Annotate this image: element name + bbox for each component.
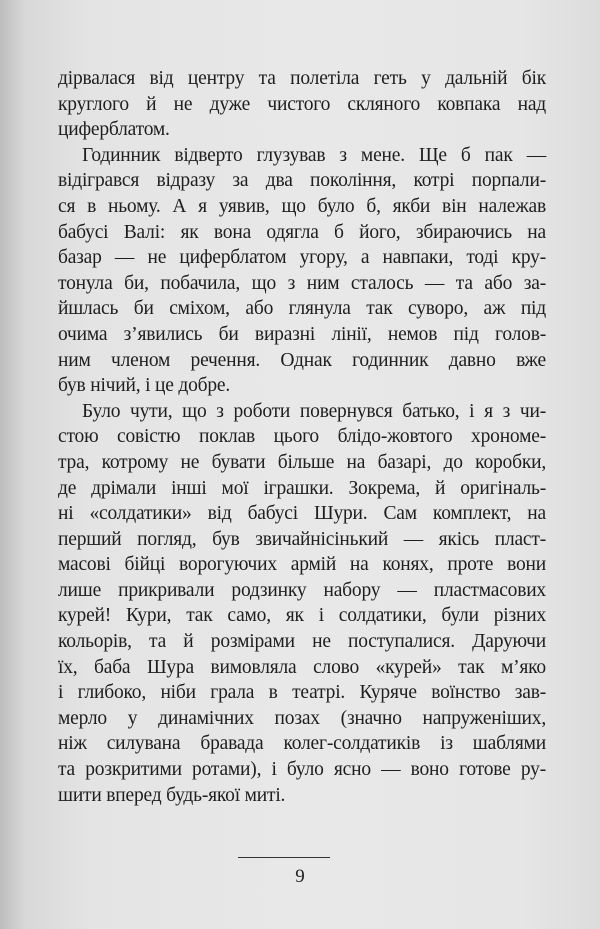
text-line: стою совістю поклав цього блідо-жовтого хрономе- <box>58 426 546 448</box>
text-line: циферблатом. <box>58 119 170 141</box>
text-line: дірвалася від центру та полетіла геть у дальній бік <box>58 68 546 89</box>
text-line: кольорів, та й розмірами не поступалися. Даруючи <box>58 631 546 653</box>
text-line: був нічий, і це добре. <box>58 375 231 397</box>
text-line: бабусі Валі: як вона одягла б його, збираючись на <box>58 221 546 243</box>
text-line: ні «солдатики» від бабусі Шури. Сам комплект, на <box>58 503 546 525</box>
text-line: йшлась би сміхом, або глянула так суворо, аж під <box>58 298 546 320</box>
text-line: де дрімали інші мої іграшки. Зокрема, й оригіналь- <box>58 477 546 499</box>
text-line: перший погляд, був звичайнісінький — якісь пласт- <box>58 528 546 550</box>
text-line: курей! Кури, так само, як і солдатики, були різних <box>58 605 546 627</box>
text-line: ся в ньому. А я уявив, що було б, якби він належав <box>58 195 546 217</box>
text-line: круглого й не дуже чистого скляного ковпака над <box>58 93 546 115</box>
text-line: ніж силувана бравада колег-солдатиків із шаблями <box>58 733 546 755</box>
text-line: їх, баба Шура вимовляла слово «курей» так м’яко <box>58 656 546 678</box>
text-line: мерло у динамічних позах (значно напруженіших, <box>58 707 546 729</box>
text-line: масові бійці ворогуючих армій на конях, проте вони <box>58 554 546 576</box>
text-line: відігрався відразу за два покоління, котрі порпали- <box>58 170 546 192</box>
text-line: базар — не циферблатом угору, а навпаки, тоді кру- <box>58 247 546 269</box>
text-line: і глибоко, ніби грала в театрі. Куряче воїнство зав- <box>58 682 546 704</box>
text-line: тра, котрому не бувати більше на базарі, до коробки, <box>58 451 546 473</box>
text-line: тонула би, побачила, що з ним сталось — та або за- <box>58 272 546 294</box>
page-number: 9 <box>295 866 305 887</box>
footer-rule <box>238 857 330 858</box>
text-line: Було чути, що з роботи повернувся батько, і я з чи- <box>82 400 546 422</box>
text-line: Годинник відверто глузував з мене. Ще б пак — <box>82 144 546 166</box>
text-line: ним членом речення. Однак годинник давно вже <box>58 349 546 371</box>
body-text <box>58 66 546 808</box>
text-line: та розкритими ротами), і було ясно — воно готове ру- <box>58 759 546 781</box>
text-line: шити вперед будь-якої миті. <box>58 784 286 806</box>
text-line: лише прикривали родзинку набору — пластмасових <box>58 579 546 601</box>
text-line: очима з’явились би виразні лінії, немов під голов- <box>58 323 546 345</box>
